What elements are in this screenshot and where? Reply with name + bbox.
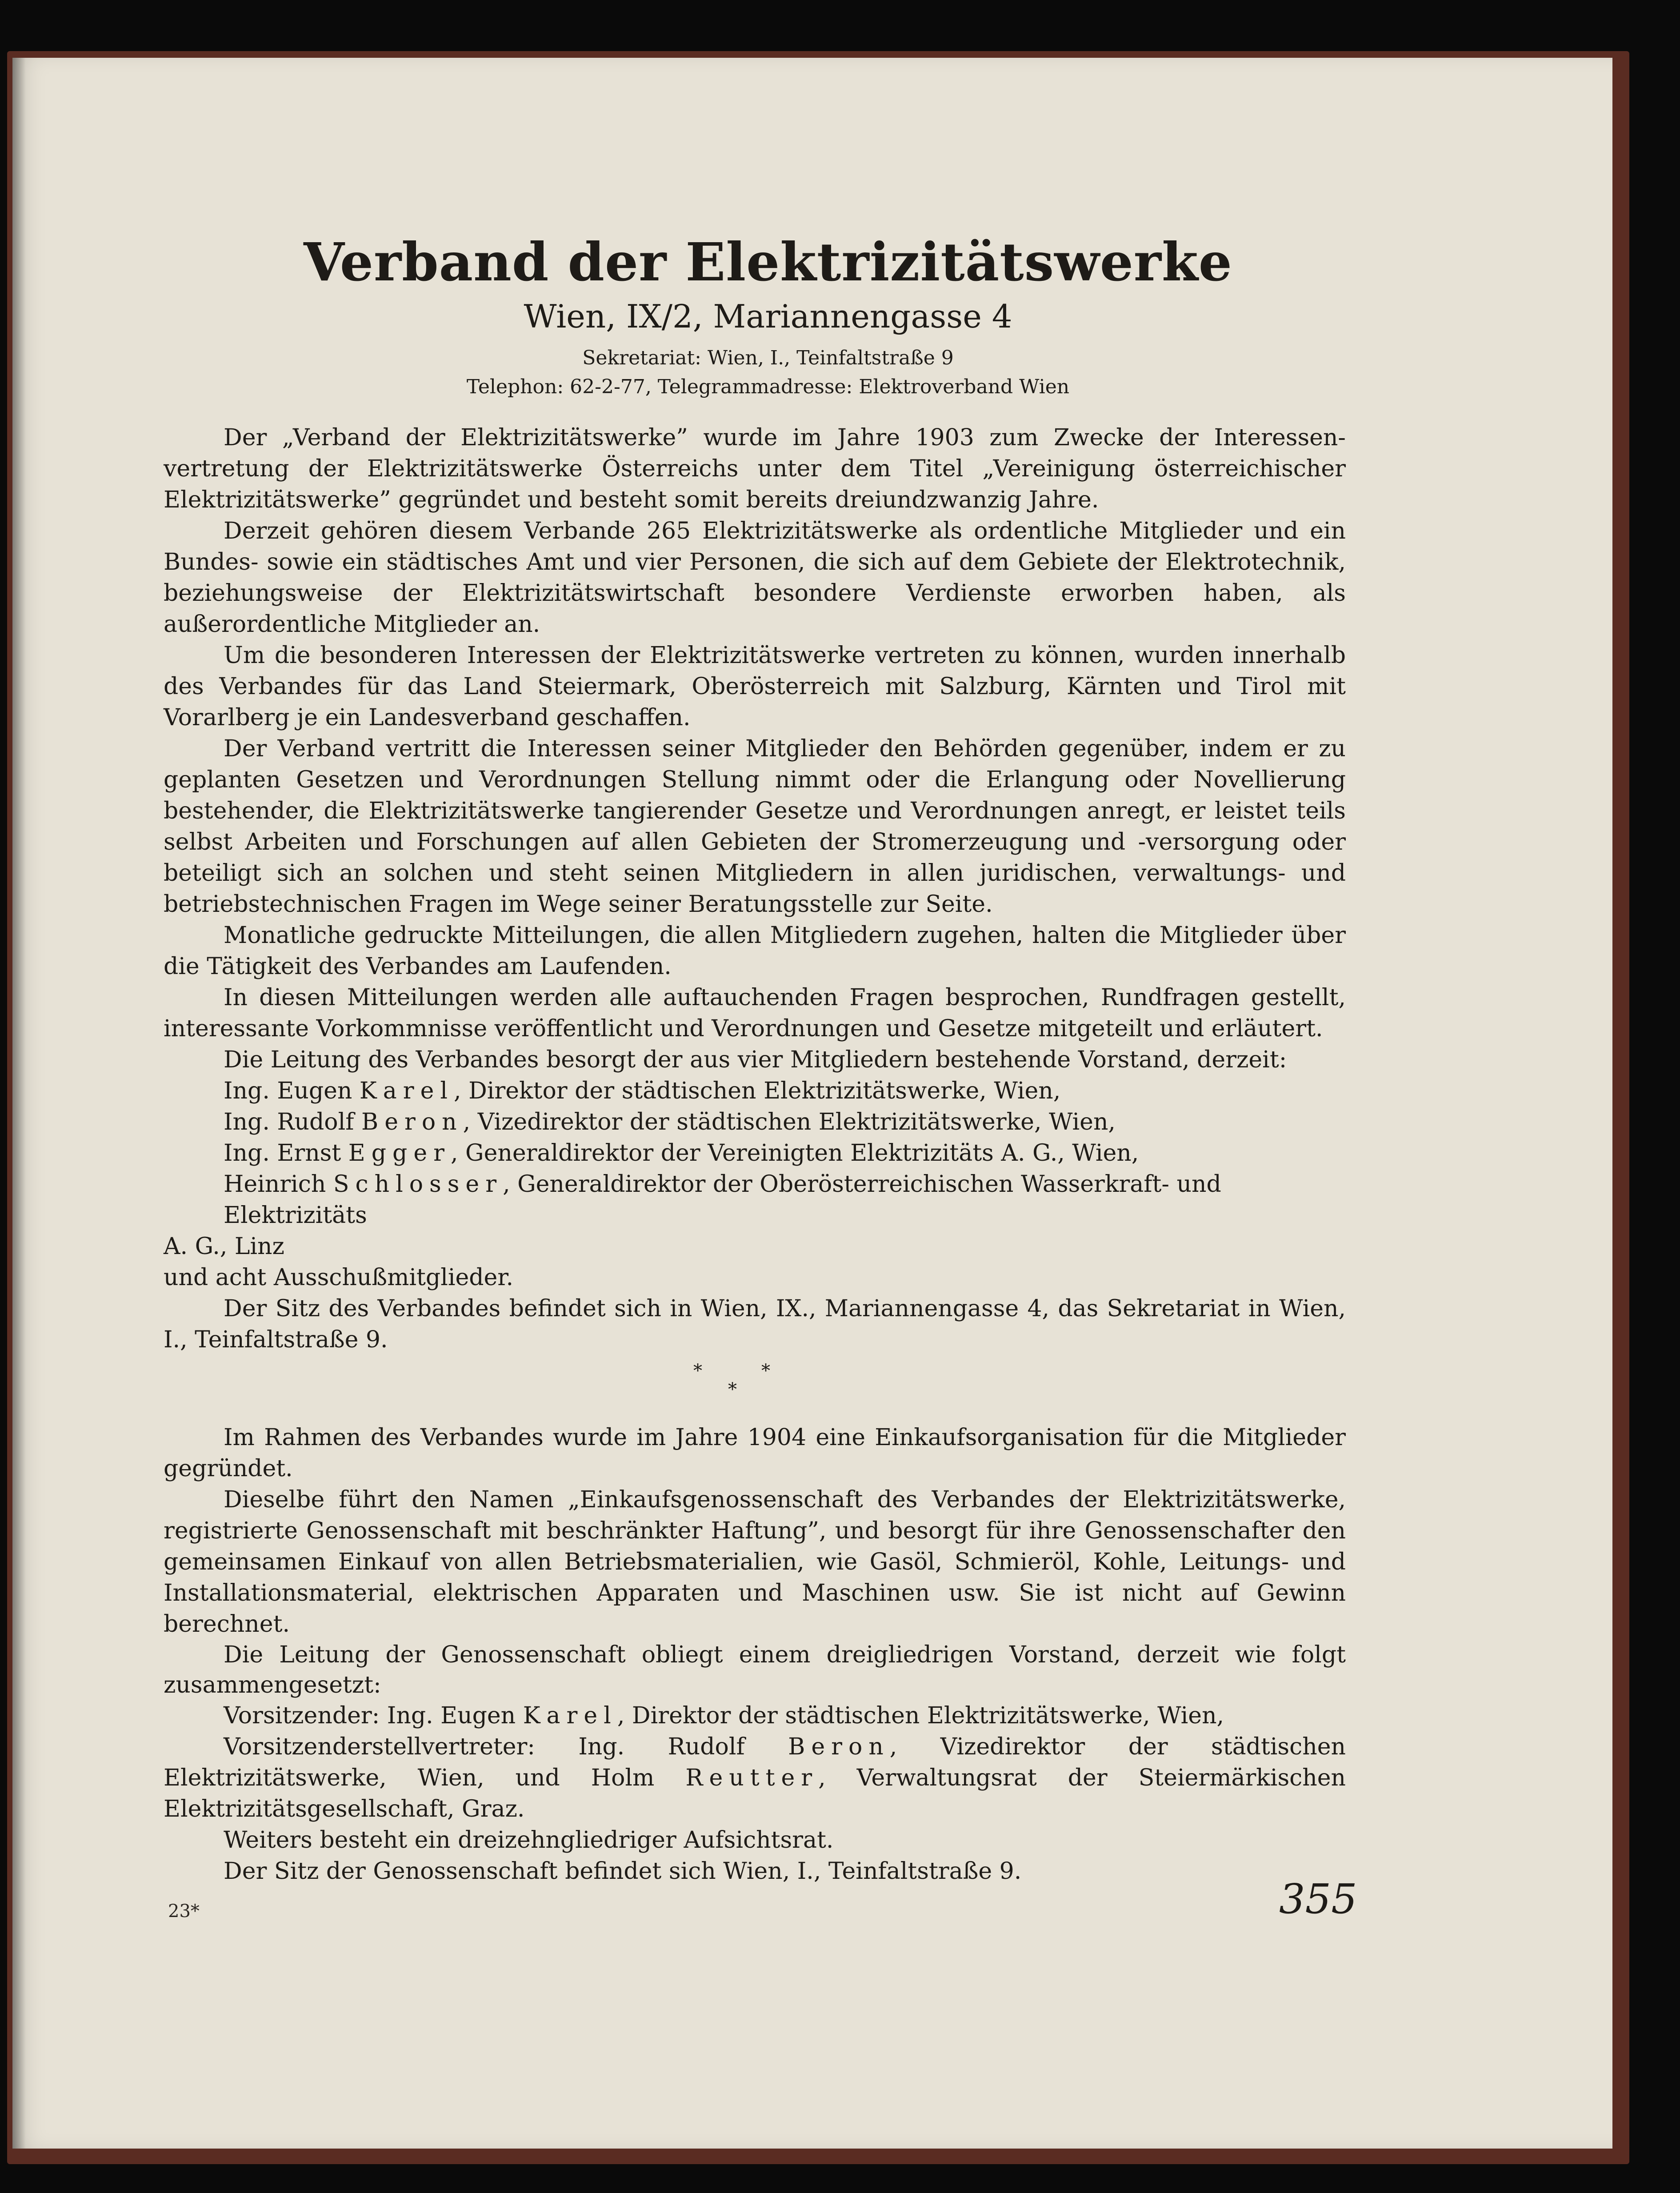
paragraph: Derzeit gehören diesem Verbande 265 Elektrizitätswerke als ordentliche Mitglieder und ein Bundes- sowie ein städtisches Amt und vier Personen, die sich auf dem Gebiete der Elektrotechnik, beziehungsweise der Elektrizitätswirtschaft besondere Verdienste erworben haben, als außerordentliche Mitglieder an.: [164, 518, 1346, 638]
board-member: Ing. Eugen Karel, Direktor der städtischen Elektrizitätswerke, Wien,: [224, 1078, 1061, 1104]
member-name: Egger: [348, 1140, 451, 1166]
board-member-continuation: A. G., Linz: [164, 1233, 284, 1260]
asterisk: *: [728, 1379, 737, 1400]
paragraph: Die Leitung der Genossenschaft obliegt einem dreigliedrigen Vorstand, derzeit wie folgt zusammengesetzt:: [164, 1642, 1346, 1698]
chair-line: Vorsitzender: Ing. Eugen Karel, Direktor der städtischen Elektrizitätswerke, Wien,: [224, 1702, 1224, 1729]
body-text: [164, 422, 1346, 1887]
board-member: Ing. Ernst Egger, Generaldirektor der Vereinigten Elektrizitäts A. G., Wien,: [224, 1140, 1139, 1166]
paragraph: Die Leitung des Verbandes besorgt der aus vier Mitgliedern bestehende Vorstand, derzeit:: [224, 1047, 1287, 1073]
section-divider-asterisks: [164, 1355, 1346, 1409]
paragraph: Der Sitz der Genossenschaft befindet sich Wien, I., Teinfaltstraße 9.: [224, 1858, 1022, 1885]
member-name: Beron: [788, 1734, 890, 1760]
member-name: Reutter: [685, 1765, 819, 1791]
paragraph: In diesen Mitteilungen werden alle auftauchenden Fragen besprochen, Rundfragen gestellt, interessante Vorkommnisse veröffentlicht und Verordnungen und Gesetze mitgeteilt und erläutert.: [164, 984, 1346, 1042]
paragraph: Dieselbe führt den Namen „Einkaufsgenossenschaft des Verbandes der Elektrizitätswerke, registrierte Genossenschaft mit beschränkter Haftung”, und besorgt für ihre Genossenschafter den gemeinsamen Einkauf von allen Betriebsmaterialien, wie Gasöl, Schmieröl, Kohle, Leitungs- und Installationsmaterial, elektrischen Apparaten und Maschinen usw. Sie ist nicht auf Gewinn berechnet.: [164, 1486, 1346, 1638]
vice-chair-line: Vorsitzenderstellvertreter: Ing. Rudolf Beron, Vizedirektor der städtischen Elektrizitätswerke, Wien, und Holm Reutter, Verwaltungsrat der Steiermärkischen Elektrizitätsgesellschaft, Graz.: [164, 1734, 1346, 1822]
board-end: und acht Ausschußmitglieder.: [164, 1264, 513, 1291]
printer-signature-mark: 23*: [168, 1901, 200, 1921]
paragraph: Um die besonderen Interessen der Elektrizitätswerke vertreten zu können, wurden innerhalb des Verbandes für das Land Steiermark, Oberösterreich mit Salzburg, Kärnten und Tirol mit Vorarlberg je ein Landesverband geschaffen.: [164, 642, 1346, 731]
asterisk: *: [761, 1361, 770, 1381]
board-member: Heinrich Schlosser, Generaldirektor der Oberösterreichischen Wasserkraft- und Elektrizitäts: [224, 1171, 1221, 1229]
paragraph: Der Sitz des Verbandes befindet sich in Wien, IX., Mariannengasse 4, das Sekretariat in Wien, I., Teinfaltstraße 9.: [164, 1295, 1346, 1353]
member-name: Karel: [523, 1702, 617, 1729]
member-name: Beron: [361, 1109, 463, 1135]
paragraph: Monatliche gedruckte Mitteilungen, die allen Mitgliedern zugehen, halten die Mitglieder über die Tätigkeit des Verbandes am Laufenden.: [164, 922, 1346, 980]
spine-shadow: [12, 58, 26, 2149]
paragraph: Der Verband vertritt die Interessen seiner Mitglieder den Behörden gegenüber, indem er zu geplanten Gesetzen und Verordnungen Stellung nimmt oder die Erlangung oder Novellierung bestehender, die Elektrizitätswerke tangierender Gesetze und Verordnungen anregt, er leistet teils selbst Arbeiten und Forschungen auf allen Gebieten der Stromerzeugung und -versorgung oder beteiligt sich an solchen und steht seinen Mitgliedern in allen juridischen, verwaltungs- und betriebstechnischen Fragen im Wege seiner Beratungsstelle zur Seite.: [164, 735, 1346, 918]
member-name: Karel: [359, 1078, 454, 1104]
secretariat-line: Sekretariat: Wien, I., Teinfaltstraße 9: [582, 347, 954, 369]
member-name: Schlosser: [333, 1171, 503, 1198]
asterisk: *: [693, 1361, 702, 1381]
paragraph: Im Rahmen des Verbandes wurde im Jahre 1904 eine Einkaufsorganisation für die Mitglieder gegründet.: [164, 1424, 1346, 1482]
paragraph: Weiters besteht ein dreizehngliedriger Aufsichtsrat.: [224, 1827, 834, 1853]
board-member: Ing. Rudolf Beron, Vizedirektor der städtischen Elektrizitätswerke, Wien,: [224, 1109, 1116, 1135]
book-page: [12, 58, 1612, 2149]
telephone-line: Telephon: 62-2-77, Telegrammadresse: Elektroverband Wien: [466, 375, 1070, 398]
paragraph: Der „Verband der Elektrizitätswerke” wurde im Jahre 1903 zum Zwecke der Interessen-vertretung der Elektrizitätswerke Österreichs unter dem Titel „Vereinigung österreichischer Elektrizitätswerke” gegründet und besteht somit bereits dreiundzwanzig Jahre.: [164, 424, 1346, 513]
page-title: Verband der Elektrizitätswerke: [304, 231, 1232, 293]
address-line: Wien, IX/2, Mariannengasse 4: [524, 298, 1012, 335]
handwritten-page-number: 355: [1279, 1875, 1357, 1923]
